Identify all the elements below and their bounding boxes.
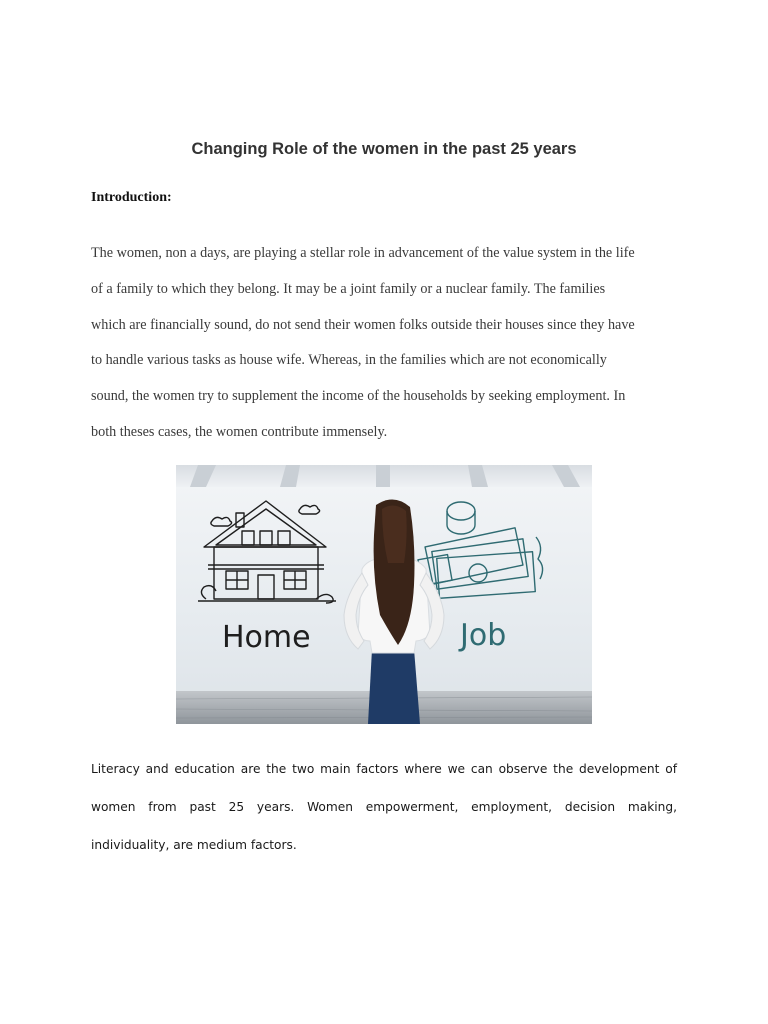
intro-line: both theses cases, the women contribute immensely. bbox=[91, 423, 388, 440]
factors-paragraph bbox=[91, 750, 677, 864]
intro-line: The women, non a days, are playing a stellar role in advancement of the value system in the life bbox=[91, 245, 635, 261]
intro-line: to handle various tasks as house wife. Whereas, in the families which are not economically bbox=[91, 352, 607, 369]
document-title: Changing Role of the women in the past 25 years bbox=[191, 140, 577, 158]
intro-line: which are financially sound, do not send their women folks outside their houses since they have bbox=[91, 316, 635, 333]
intro-heading: Introduction: bbox=[91, 190, 172, 205]
intro-line: sound, the women try to supplement the income of the households by seeking employment. In bbox=[91, 388, 626, 405]
home-label: Home bbox=[222, 620, 311, 655]
home-job-illustration bbox=[176, 465, 592, 724]
factors-line: individuality, are medium factors. bbox=[91, 838, 297, 852]
factors-line: women from past 25 years. Women empowerment, employment, decision making, bbox=[91, 800, 677, 814]
intro-paragraph bbox=[91, 236, 683, 451]
job-label: Job bbox=[460, 618, 507, 653]
intro-line: of a family to which they belong. It may be a joint family or a nuclear family. The families bbox=[91, 280, 606, 297]
factors-line: Literacy and education are the two main factors where we can observe the development of bbox=[91, 762, 677, 776]
